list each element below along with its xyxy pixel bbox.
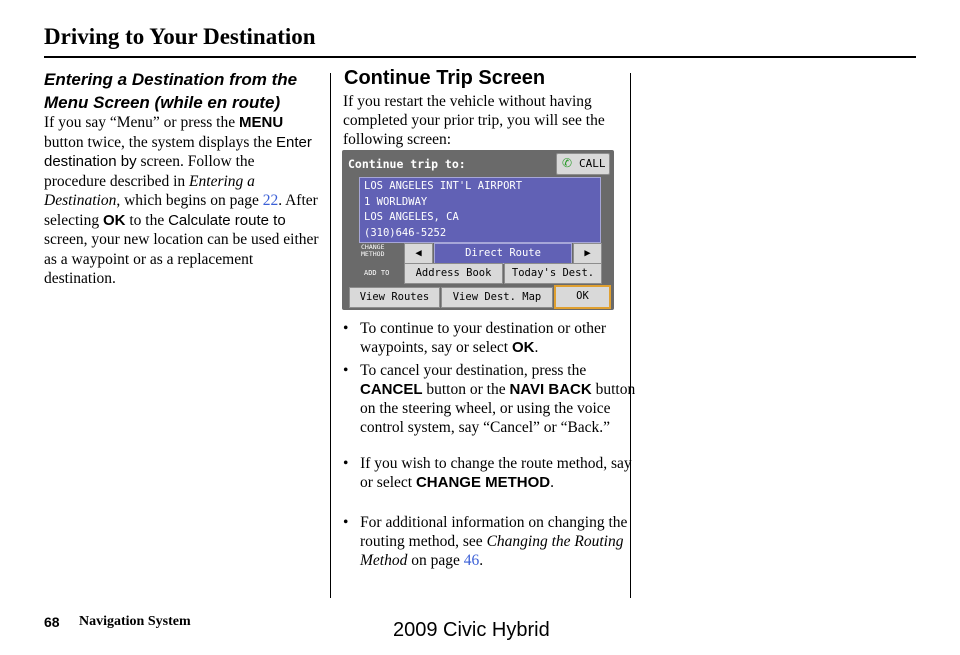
bullet-marker: •: [343, 455, 349, 472]
text: If you say “Menu” or press the: [44, 114, 239, 131]
ok-keyword: OK: [511, 339, 535, 356]
text: .: [534, 339, 539, 356]
bullet-marker: •: [343, 514, 349, 531]
text: For additional information on changing the routing method, see: [360, 514, 628, 550]
page-title: Driving to Your Destination: [44, 24, 316, 49]
address-panel: [359, 177, 601, 243]
address-block: [364, 179, 522, 241]
add-to-label: ADD TO: [364, 269, 390, 277]
text: , which begins on page: [116, 192, 263, 209]
page-link-46[interactable]: 46: [463, 552, 480, 569]
left-triangle-icon: ◀: [415, 247, 422, 259]
text: screen, your new location can be used either as a waypoint or as a replacement destination.: [44, 231, 319, 287]
route-prev-button[interactable]: [404, 243, 433, 264]
view-dest-map-button[interactable]: View Dest. Map: [441, 287, 553, 308]
address-line-phone: (310)646-5252: [364, 226, 447, 239]
text: .: [550, 474, 554, 491]
view-routes-button[interactable]: View Routes: [349, 287, 440, 308]
routing-method-ref: Changing the Routing Method: [360, 533, 624, 569]
call-button[interactable]: [556, 153, 610, 175]
continue-trip-screen: [342, 150, 614, 310]
entering-destination-ref: Entering a Destination: [44, 172, 255, 209]
enter-destination-keyword: Enter destination by: [44, 133, 312, 170]
change-method-keyword: CHANGE METHOD: [415, 474, 551, 491]
address-book-button[interactable]: Address Book: [404, 263, 503, 284]
address-line-city: LOS ANGELES, CA: [364, 211, 459, 223]
text: button on the steering wheel, or using the voice control system, say “Cancel” or “Back.”: [360, 381, 636, 436]
calculate-route-keyword: Calculate route to: [168, 211, 286, 229]
phone-icon: ✆: [562, 156, 573, 170]
intro-paragraph: If you restart the vehicle without having completed your prior trip, you will see the following screen:: [343, 93, 605, 148]
footer-system-name: Navigation System: [79, 614, 191, 629]
address-line-name: LOS ANGELES INT'L AIRPORT: [364, 180, 523, 192]
column-divider-left: [330, 73, 331, 598]
bullet-marker: •: [343, 362, 349, 379]
page-link-22[interactable]: 22: [262, 192, 279, 209]
cancel-keyword: CANCEL: [360, 381, 423, 398]
section-heading: Continue Trip Screen: [344, 67, 546, 89]
text: button or the: [422, 381, 510, 398]
text: button twice, the system displays the: [44, 133, 277, 151]
text: To cancel your destination, press the: [360, 362, 587, 379]
left-paragraph: [44, 113, 319, 289]
title-rule: [44, 56, 916, 58]
text: screen. Follow the procedure described in: [44, 153, 255, 190]
text: on page: [407, 552, 464, 569]
watermark: 2009 Civic Hybrid: [393, 619, 550, 641]
text: . After selecting: [44, 192, 318, 229]
ok-button[interactable]: OK: [554, 285, 611, 309]
bullet-more-info: [343, 513, 645, 570]
bullet-continue: [343, 319, 645, 357]
text: to the: [125, 211, 169, 229]
section-subtitle: Entering a Destination from the Menu Screen (while en route): [44, 70, 298, 112]
text: If you wish to change the route method, say or select: [360, 455, 632, 491]
screen-title: Continue trip to:: [348, 157, 466, 171]
page-number: 68: [44, 614, 60, 630]
address-line-street: 1 WORLDWAY: [364, 195, 428, 208]
text: To continue to your destination or other waypoints, say or select: [360, 320, 607, 356]
bullet-cancel: [343, 361, 645, 437]
call-label: CALL: [579, 157, 606, 170]
todays-dest-button[interactable]: Today's Dest.: [504, 263, 602, 284]
route-next-button[interactable]: [573, 243, 602, 264]
menu-keyword: MENU: [238, 114, 284, 131]
ok-keyword: OK: [102, 211, 126, 229]
text: .: [479, 552, 484, 569]
bullet-change-method: [343, 454, 645, 492]
route-method-value: Direct Route: [434, 243, 572, 264]
navi-back-keyword: NAVI BACK: [509, 381, 592, 398]
right-triangle-icon: ▶: [584, 247, 591, 259]
bullet-marker: •: [343, 320, 349, 337]
change-method-label: CHANGE METHOD: [361, 243, 385, 258]
